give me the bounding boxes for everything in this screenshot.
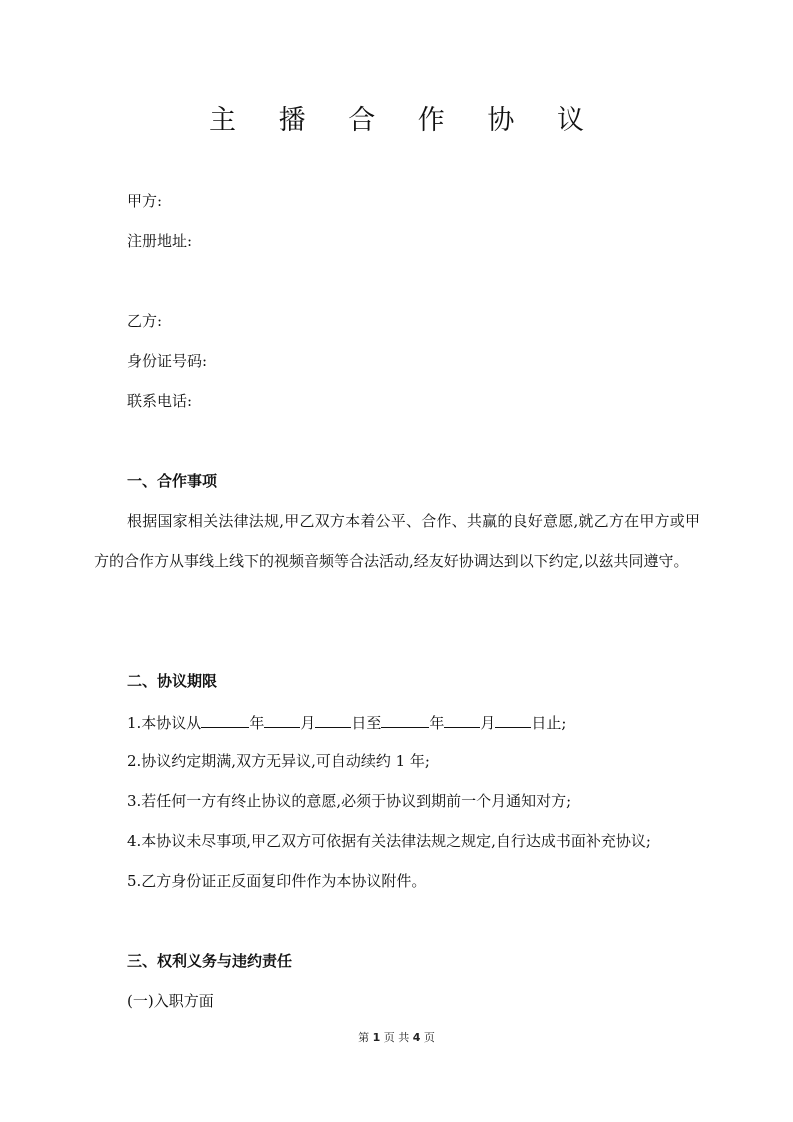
start-year-blank (201, 711, 249, 728)
section-2-item-1 (127, 711, 566, 733)
party-a-label: 甲方: (127, 192, 163, 210)
end-day-blank (495, 711, 531, 728)
day-to-label: 日至 (351, 714, 382, 732)
current-page-number: 1 (372, 1031, 381, 1044)
party-b-label: 乙方: (127, 312, 163, 330)
footer-prefix: 第 (358, 1031, 370, 1044)
party-b-id-label: 身份证号码: (127, 352, 208, 370)
section-3-sub-1: (一)入职方面 (127, 992, 214, 1010)
term-prefix: 1.本协议从 (127, 714, 202, 732)
section-2-item-5: 5.乙方身份证正反面复印件作为本协议附件。 (127, 872, 427, 890)
year-label: 年 (429, 714, 445, 732)
footer-suffix: 页 (423, 1031, 435, 1044)
section-2-item-3: 3.若任何一方有终止协议的意愿,必须于协议到期前一个月通知对方; (127, 792, 572, 810)
section-2-item-2: 2.协议约定期满,双方无异议,可自动续约 1 年; (127, 752, 430, 770)
party-b-phone-label: 联系电话: (127, 392, 193, 410)
total-page-number: 4 (412, 1031, 421, 1044)
page-footer (0, 1029, 793, 1045)
document-title: 主 播 合 作 协 议 (209, 105, 601, 136)
start-day-blank (315, 711, 351, 728)
section-1-body: 根据国家相关法律法规,甲乙双方本着公平、合作、共赢的良好意愿,就乙方在甲方或甲方的合作方从事线上线下的视频音频等合法活动,经友好协调达到以下约定,以兹共同遵守。 (94, 512, 700, 570)
section-1-heading: 一、合作事项 (127, 472, 218, 490)
section-2-item-4: 4.本协议未尽事项,甲乙双方可依据有关法律法规之规定,自行达成书面补充协议; (127, 832, 651, 850)
month-label: 月 (480, 714, 496, 732)
footer-middle: 页 共 (383, 1031, 410, 1044)
month-label: 月 (300, 714, 316, 732)
start-month-blank (264, 711, 300, 728)
section-3-heading: 三、权利义务与违约责任 (127, 952, 293, 970)
end-year-blank (381, 711, 429, 728)
end-month-blank (444, 711, 480, 728)
day-end-label: 日止; (531, 714, 567, 732)
year-label: 年 (249, 714, 265, 732)
section-2-heading: 二、协议期限 (127, 672, 218, 690)
party-a-address-label: 注册地址: (127, 232, 193, 250)
